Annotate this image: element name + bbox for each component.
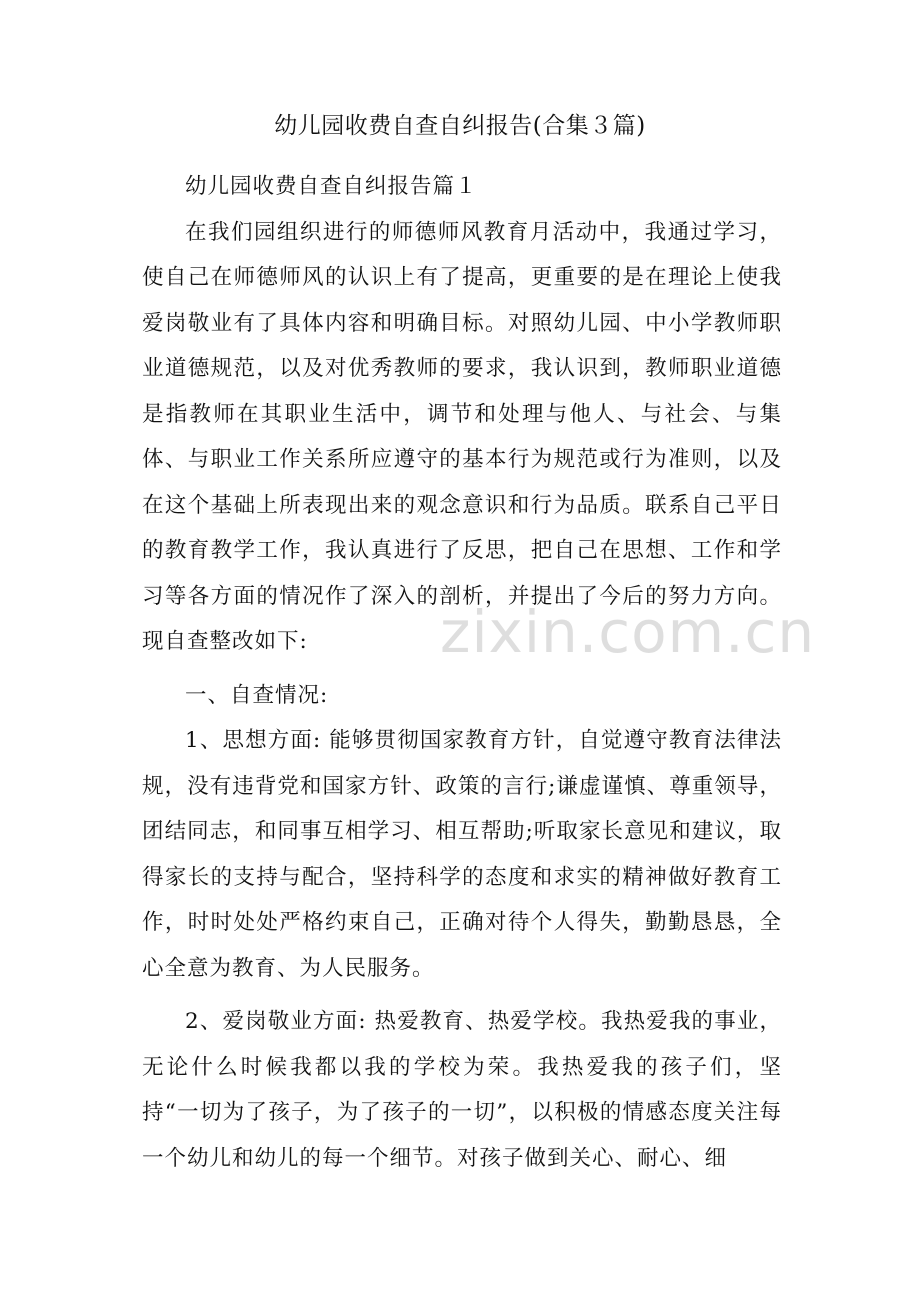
watermark: zixin.com.cn [440, 598, 816, 666]
document-title: 幼儿园收费自查自纠报告(合集３篇) [274, 113, 646, 139]
paragraph-thought: 1、思想方面: 能够贯彻国家教育方针，自觉遵守教育法律法规，没有违背党和国家方针、政策的言行;谦虚谨慎、尊重领导，团结同志，和同事互相学习、相互帮助;听取家长意见和建议，取得家长的支持与配合，坚持科学的态度和求实的精神做好教育工作，时时处处严格约束自己，正确对待个人得失，勤勤恳恳，全心全意为教育、为人民服务。 [142, 728, 782, 981]
subsection-heading: 一、自查情况: [185, 682, 329, 708]
paragraph-dedication: 2、爱岗敬业方面: 热爱教育、热爱学校。我热爱我的事业，无论什么时候我都以我的学校为荣。我热爱我的孩子们，坚持“一切为了孩子，为了孩子的一切”，以积极的情感态度关注每一个幼儿和幼儿的每一个细节。对孩子做到关心、耐心、细 [142, 1009, 782, 1171]
section-heading: 幼儿园收费自查自纠报告篇１ [185, 174, 478, 199]
document-body [142, 164, 782, 1189]
paragraph-intro: 在我们园组织进行的师德师风教育月活动中，我通过学习，使自己在师德师风的认识上有了提高，更重要的是在理论上使我爱岗敬业有了具体内容和明确目标。对照幼儿园、中小学教师职业道德规范，以及对优秀教师的要求，我认识到，教师职业道德是指教师在其职业生活中，调节和处理与他人、与社会、与集体、与职业工作关系所应遵守的基本行为规范或行为准则，以及在这个基础上所表现出来的观念意识和行为品质。联系自己平日的教育教学工作，我认真进行了反思，把自己在思想、工作和学习等各方面的情况作了深入的剖析，并提出了今后的努力方向。现自查整改如下: [142, 219, 782, 654]
